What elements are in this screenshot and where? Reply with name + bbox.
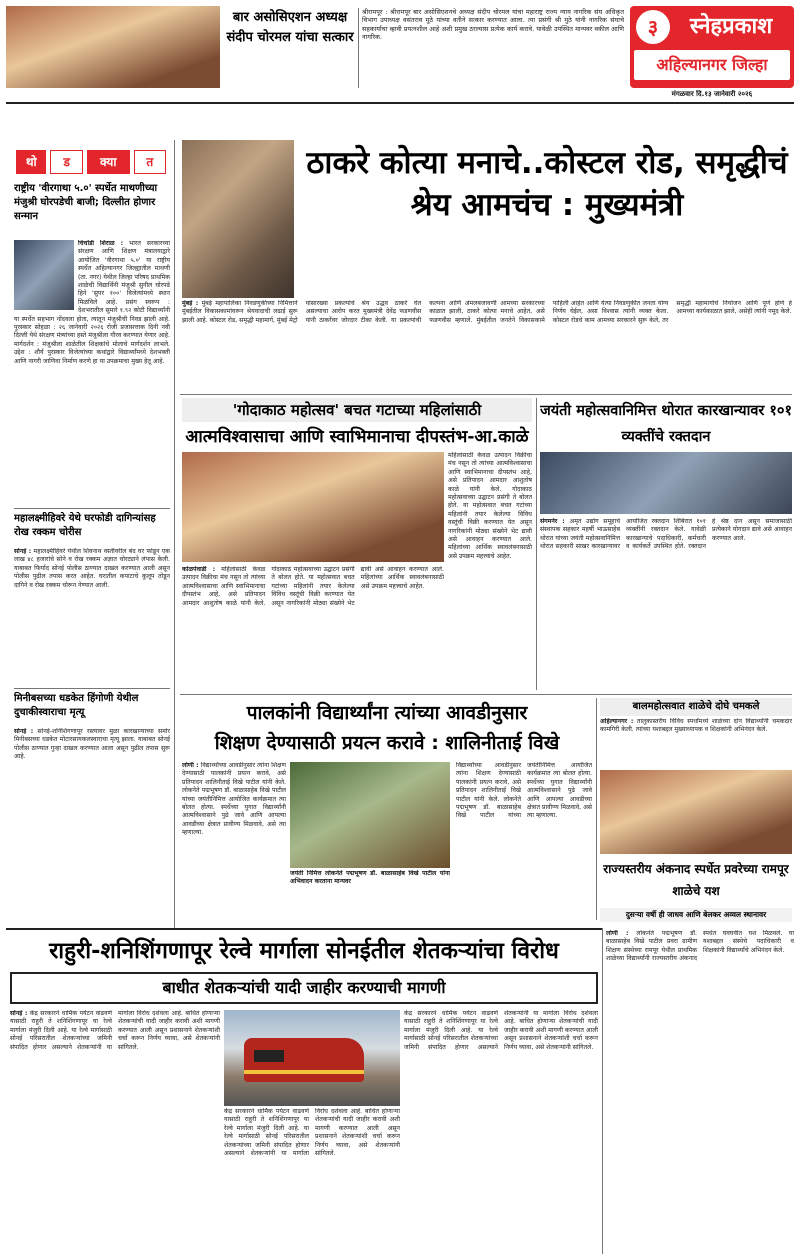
sidebar-story2-headline: महालक्ष्मीहिवरे येथे घरफोडी दागिन्यांसह रोख रक्कम चोरीस [14, 513, 156, 538]
edition: अहिल्यानगर जिल्हा [634, 50, 790, 80]
sidebar-story2-text: सोनई : महालक्ष्मीहिवरे येथील शिवनाथ वस्तीवरील बंद घर फोडून एक लाख ४८ हजारांचे सोने व रोख रक्कम अज्ञात चोरट्याने लंपास केली. याबाबत फिर्याद सोनई पोलीस ठाण्यात दाखल करण्यात आली असून पोलीस पुढील तपास करत आहेत. घरातील कपाटाचे कुलूप तोडून दागिने व रोख रक्कम चोरून नेण्यात आली. [14, 548, 170, 589]
dateline: मंगळवार दि.१३ जानेवारी २०२६ [671, 90, 753, 98]
mahotsav-headline: आत्मविश्वासाचा आणि स्वाभिमानाचा दीपस्तंभ-आ.काळे [185, 427, 529, 447]
sidebar-story1-headline: राष्ट्रीय 'वीरगाथा ५.०' स्पर्धेत माथणीच्या मंजुश्री घोरपडेची बाजी; दिल्लीत होणार सन्मान [14, 183, 158, 222]
shalinitai-text-right: विद्यार्थ्यांच्या आवडीनुसार त्यांना शिक्षण देण्यासाठी पालकांनी प्रयत्न करावे, असे प्रतिपादन शालिनीताई विखे पाटील यांनी केले. लोकनेते पद्मभूषण डॉ. बाळासाहेब विखे पाटील यांच्या जयंतीनिमित्त आयोजित कार्यक्रमात त्या बोलत होत्या. स्पर्धेच्या युगात विद्यार्थ्यांनी आत्मविश्वासाने पुढे जावे आणि आपल्या आवडीच्या क्षेत्रात प्रावीण्य मिळवावे, असे त्या म्हणाल्या. [456, 762, 592, 820]
badge-letter-2: ड [50, 150, 82, 174]
lead-dateline: मुंबई : [182, 300, 199, 307]
raktadan-photo [540, 452, 792, 514]
ankanad-subhead: दुसऱ्या वर्षी ही जाधव आणि बेलकर अव्वल स्थानावर [600, 908, 792, 922]
shalinitai-headline: शिक्षण देण्यासाठी प्रयत्न करावे : शालिनीताई विखे [214, 732, 560, 754]
sidebar-story3-text: सोनई : सोनई-शनिशिंगणापूर रस्त्यावर मुळा कारखान्याच्या समोर मिनीबसच्या धडकेत मोटारसायकलस्वाराचा मृत्यू झाला. याबाबत सोनई पोलीस ठाण्यात गुन्हा दाखल करण्यात आला असून पुढील तपास सुरू आहे. [14, 728, 170, 761]
felicitation-photo [6, 6, 220, 88]
balmahotsav-photo [600, 770, 792, 854]
railway-headline: राहुरी-शनिशिंगणापूर रेल्वे मार्गाला सोनईतील शेतकऱ्यांचा विरोध [49, 938, 559, 964]
paper-name: स्नेहप्रकाश [689, 14, 773, 39]
railway-text-right: केंद्र सरकारने धार्मिक पर्यटन वाढवणे यासाठी राहुरी ते शनिशिंगणापूर या रेल्वे मार्गाला मंजुरी दिली आहे. या रेल्वे मार्गासाठी सोनई परिसरातील शेतकऱ्यांच्या जमिनी संपादित होणार असल्याने शेतकऱ्यांनी या मार्गाला विरोध दर्शवला आहे. बाधित होणाऱ्या शेतकऱ्यांची यादी जाहीर करावी अशी मागणी करण्यात आली असून प्रशासनाने शेतकऱ्यांशी चर्चा करून निर्णय घ्यावा, असे शेतकऱ्यांनी सांगितले. [404, 1010, 598, 1051]
railway-text-left: सोनई : केंद्र सरकारने धार्मिक पर्यटन वाढवणे यासाठी राहुरी ते शनिशिंगणापूर या रेल्वे मार्गाला मंजुरी दिली आहे. या रेल्वे मार्गासाठी सोनई परिसरातील शेतकऱ्यांच्या जमिनी संपादित होणार असल्याने शेतकऱ्यांनी या मार्गाला विरोध दर्शवला आहे. बाधित होणाऱ्या शेतकऱ्यांची यादी जाहीर करावी अशी मागणी करण्यात आली असून प्रशासनाने शेतकऱ्यांशी चर्चा करून निर्णय घ्यावा, असे शेतकऱ्यांनी सांगितले. [10, 1010, 220, 1051]
badge-letter-4: त [134, 150, 166, 174]
train-photo [224, 1010, 400, 1106]
railway-subhead: बाधीत शेतकऱ्यांची यादी जाहीर करण्याची मागणी [162, 978, 446, 997]
shalinitai-caption: जयंती निमित्त लोकनेते पद्मभूषण डॉ. बाळासाहेब विखे पाटील यांना अभिवादन करताना मान्यवर [290, 870, 450, 886]
mahotsav-text-right: महिलांसाठी केवळ उत्पादन विक्रीचा मंच नसून तो त्यांच्या आत्मविश्वासाचा आणि स्वाभिमानाचा दीपस्तंभ आहे, असे प्रतिपादन आमदार आशुतोष काळे यांनी केले. गोदाकाठ महोत्सवाच्या उद्घाटन प्रसंगी ते बोलत होते. या महोत्सवात बचत गटांच्या महिलांनी तयार केलेल्या विविध वस्तूंची विक्री करण्यात येत असून नागरिकांनी मोठ्या संख्येने भेट द्यावी असे आवाहन करण्यात आले. महिलांच्या आर्थिक स्वावलंबनासाठी असे उपक्रम महत्त्वाचे आहेत. [448, 452, 532, 560]
shalinitai-kicker: पालकांनी विद्यार्थ्यांना त्यांच्या आवडीनुसार [246, 702, 528, 724]
badge-letter-3: क्या [87, 150, 130, 174]
cm-photo [182, 140, 294, 298]
sidebar-story3-headline: मिनीबसच्या धडकेत हिंगोणी येथील दुचाकीस्वाराचा मृत्यू [14, 693, 139, 718]
top-story-text: श्रीरामपूर : श्रीरामपूर बार असोसिएशनचे अध्यक्ष संदीप चोरमल यांचा महाराष्ट्र राज्य न्याय नागरिक संघ अधिकृत विभाग उपाध्यक्ष वसंतराव मुठे यांच्या वतीने सत्कार करण्यात आला. त्या प्रसंगी श्री मुठे यांनी नागरिक संघाचे सहकार्याचा व्हावी प्रयत्नशील आहे अशी प्रमुख ठरल्यास प्रत्येक कार्य करावे. यावेळी उपस्थित मान्यवर वकील आणि नागरिक. [362, 8, 624, 42]
thodkyat-badge [16, 150, 166, 174]
ankanad-headline: राज्यस्तरीय अंकनाद स्पर्धेत प्रवरेच्या रामपूर शाळेचे यश [603, 862, 789, 898]
raktadan-text: संगमनेर : अमृत उद्योग समूहाचे संस्थापक सहकार महर्षी भाऊसाहेब थोरात यांच्या जयंती महोत्सवानिमित्त थोरात सहकारी साखर कारखान्यावर आयोजित रक्तदान शिबिरात १०१ व्यक्तींनी रक्तदान केले. यावेळी कारखान्याचे पदाधिकारी, कर्मचारी व कार्यकर्ते उपस्थित होते. रक्तदान हे श्रेष्ठ दान असून समाजासाठी प्रत्येकाने योगदान द्यावे असे आवाहन करण्यात आले. [540, 518, 792, 551]
sidebar-story1-text: चिचोंडी शिराळ : भारत सरकारच्या संरक्षण आणि शिक्षण मंत्रालयाद्वारे आयोजित 'वीरगाथा ५.०' या राष्ट्रीय स्पर्धेत अहिल्यानगर जिल्ह्यातील माथणी (ता. नगर) येथील जिल्हा परिषद प्राथमिक शाळेची विद्यार्थिनी मंजुश्री सुनील घोरपडे हिने 'सुपर १००' विजेत्यांमध्ये स्थान मिळविले आहे. प्रसंग स्वरूप : देशभरातील सुमारे १.९२ कोटी विद्यार्थ्यांनी या स्पर्धेत सहभाग नोंदवला होता, त्यातून मंजुश्रीची निवड झाली आहे. पुरस्कार सोहळा : २६ जानेवारी २०२६ रोजी प्रजासत्ताक दिनी नवी दिल्ली येथे संरक्षण मंत्र्यांच्या हस्ते मंजुश्रीला गौरव करण्यात येणार आहे. मार्गदर्शन : मंजुश्रीला शाळेतील शिक्षकांचे मोलाचे मार्गदर्शन लाभले. उद्देश : शौर्य पुरस्कार विजेत्यांच्या कथांद्वारे विद्यार्थ्यांमध्ये देशभक्ती आणि नागरी जाणिवा निर्माण करणे हा या उपक्रमाचा मुख्य हेतू आहे. [14, 240, 170, 365]
lead-text: मुंबई : मुंबई महापालिका निवडणुकीच्या निमित्ताने मुंबईतील विकासकामांवरून श्रेयवादाची लढाई सुरू झाली आहे. कोस्टल रोड, समृद्धी महामार्ग, मुंबई मेट्रो यांसारख्या प्रकल्पांचे श्रेय उद्धव ठाकरे घेत असल्याचा आरोप करत मुख्यमंत्री देवेंद्र फडणवीस यांनी ठाकरेंवर जोरदार टीका केली. या प्रकल्पांची कल्पना आणि अंमलबजावणी आमच्या सरकारच्या काळात झाली, ठाकरे कोत्या मनाचे आहेत, असे फडणवीस म्हणाले. मुंबईतील जनतेने विकासकामे पाहिली आहेत आणि येत्या निवडणुकीत जनता योग्य निर्णय घेईल, असा विश्वास त्यांनी व्यक्त केला. कोस्टल रोडचे काम आमच्या सरकारने सुरू केले, तर समृद्धी महामार्गाचे नियोजन आणि पूर्ण होणे हे आमच्या कार्यकाळात झाले, असेही त्यांनी नमूद केले. [182, 300, 792, 324]
railway-subhead-box [10, 972, 598, 1004]
raktadan-headline: जयंती महोत्सवानिमित्त थोरात कारखान्यावर १०१ व्यक्तींचे रक्तदान [540, 403, 792, 445]
balmahotsav-text: अहिल्यानगर : तालुकास्तरीय विविध स्पर्धांमध्ये शाळेच्या दोन विद्यार्थ्यांनी चमकदार कामगिरी केली. त्यांच्या यशाबद्दल मुख्याध्यापक व शिक्षकांनी अभिनंदन केले. [600, 718, 792, 734]
ankanad-text: लोणी : लोकनेते पद्मभूषण डॉ. बाळासाहेब विखे पाटील प्रवरा ग्रामीण शिक्षण संस्थेच्या रामपूर येथील प्राथमिक शाळेच्या विद्यार्थ्यांनी राज्यस्तरीय अंकनाद स्पर्धेत घवघवीत यश मिळवले. या यशाबद्दल संस्थेचे पदाधिकारी व शिक्षकांनी विद्यार्थ्यांचे अभिनंदन केले. [606, 930, 794, 963]
top-story-kicker: बार असोसिएशन अध्यक्ष संदीप चोरमल यांचा सत्कार [226, 10, 354, 45]
balmahotsav-headline: बालमहोत्सवात शाळेचे दोघे चमकले [600, 698, 792, 716]
shalinitai-photo [290, 762, 450, 868]
railway-text-mid: केंद्र सरकारने धार्मिक पर्यटन वाढवणे यासाठी राहुरी ते शनिशिंगणापूर या रेल्वे मार्गाला मंजुरी दिली आहे. या रेल्वे मार्गासाठी सोनई परिसरातील शेतकऱ्यांच्या जमिनी संपादित होणार असल्याने शेतकऱ्यांनी या मार्गाला विरोध दर्शवला आहे. बाधित होणाऱ्या शेतकऱ्यांची यादी जाहीर करावी अशी मागणी करण्यात आली असून प्रशासनाने शेतकऱ्यांशी चर्चा करून निर्णय घ्यावा, असे शेतकऱ्यांनी सांगितले. [224, 1108, 400, 1158]
mahotsav-text: कोळपेवाडी : महिलांसाठी केवळ उत्पादन विक्रीचा मंच नसून तो त्यांच्या आत्मविश्वासाचा आणि स्वाभिमानाचा दीपस्तंभ आहे, असे प्रतिपादन आमदार आशुतोष काळे यांनी केले. गोदाकाठ महोत्सवाच्या उद्घाटन प्रसंगी ते बोलत होते. या महोत्सवात बचत गटांच्या महिलांनी तयार केलेल्या विविध वस्तूंची विक्री करण्यात येत असून नागरिकांनी मोठ्या संख्येने भेट द्यावी असे आवाहन करण्यात आले. महिलांच्या आर्थिक स्वावलंबनासाठी असे उपक्रम महत्त्वाचे आहेत. [182, 566, 444, 607]
mahotsav-kicker: 'गोदाकाठ महोत्सव' बचत गटाच्या महिलांसाठी [182, 398, 532, 422]
page-number: ३ [636, 10, 670, 44]
lead-headline: ठाकरे कोत्या मनाचे..कोस्टल रोड, समृद्धीचं श्रेय आमचंच : मुख्यमंत्री [306, 145, 788, 223]
masthead-box [630, 6, 794, 88]
mahotsav-photo [182, 452, 444, 562]
shalinitai-text-left: लोणी : विद्यार्थ्यांच्या आवडीनुसार त्यांना शिक्षण देण्यासाठी पालकांनी प्रयत्न करावे, असे प्रतिपादन शालिनीताई विखे पाटील यांनी केले. लोकनेते पद्मभूषण डॉ. बाळासाहेब विखे पाटील यांच्या जयंतीनिमित्त आयोजित कार्यक्रमात त्या बोलत होत्या. स्पर्धेच्या युगात विद्यार्थ्यांनी आत्मविश्वासाने पुढे जावे आणि आपल्या आवडीच्या क्षेत्रात प्रावीण्य मिळवावे, असे त्या म्हणाल्या. [182, 762, 286, 837]
badge-letter-1: थो [16, 150, 46, 174]
sidebar-story1-dateline: चिचोंडी शिराळ : [78, 240, 124, 247]
